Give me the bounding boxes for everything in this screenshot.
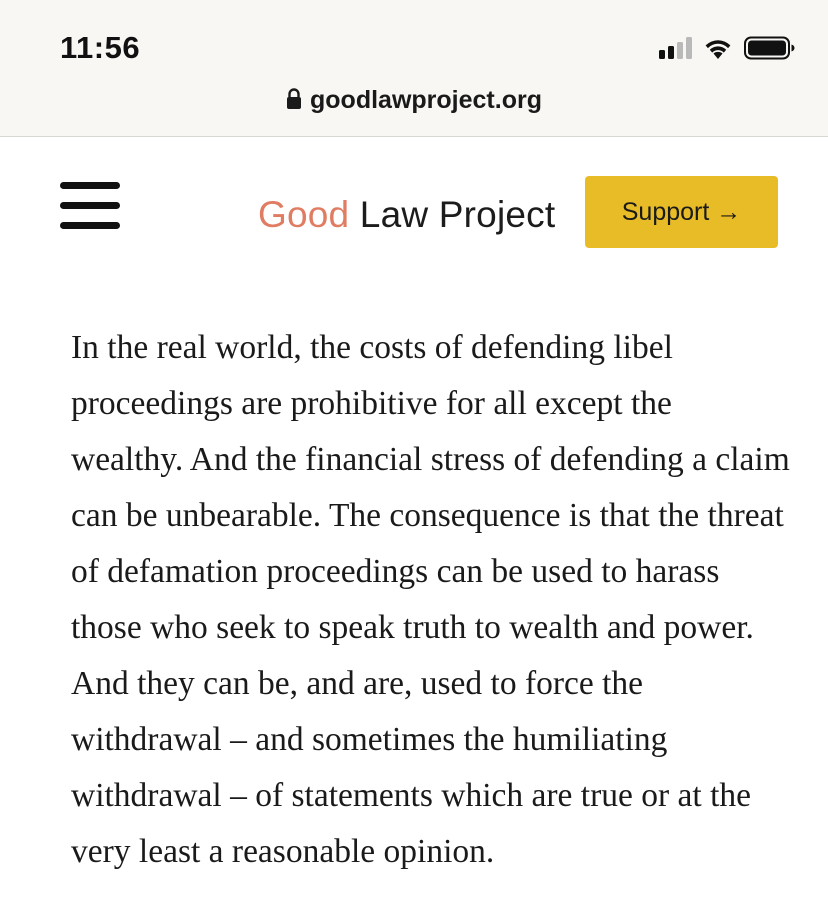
hamburger-menu-icon[interactable] bbox=[60, 182, 120, 232]
site-logo[interactable] bbox=[258, 194, 555, 236]
article-paragraph: In the real world, the costs of defending libel proceedings are prohibitive for all except the wealthy. And the financial stress of defending a claim can be unbearable. The consequence is that the threat of defamation proceedings can be used to harass those who seek to speak truth to wealth and power. And they can be, and are, used to force the withdrawal – and sometimes the humiliating withdrawal – of statements which are true or at the very least a reasonable opinion. bbox=[71, 329, 790, 870]
logo-law-project: Law Project bbox=[349, 194, 556, 235]
site-header bbox=[0, 137, 828, 287]
wifi-icon bbox=[702, 36, 734, 60]
status-icons bbox=[659, 36, 796, 60]
browser-chrome bbox=[0, 0, 828, 137]
address-bar[interactable] bbox=[0, 86, 828, 115]
logo-good: Good bbox=[258, 194, 350, 235]
cellular-signal-icon bbox=[659, 37, 692, 59]
url-text: goodlawproject.org bbox=[310, 86, 542, 114]
status-time: 11:56 bbox=[60, 30, 141, 65]
support-button[interactable]: Support → bbox=[585, 176, 778, 248]
battery-icon bbox=[744, 36, 796, 60]
lock-icon bbox=[286, 88, 302, 110]
